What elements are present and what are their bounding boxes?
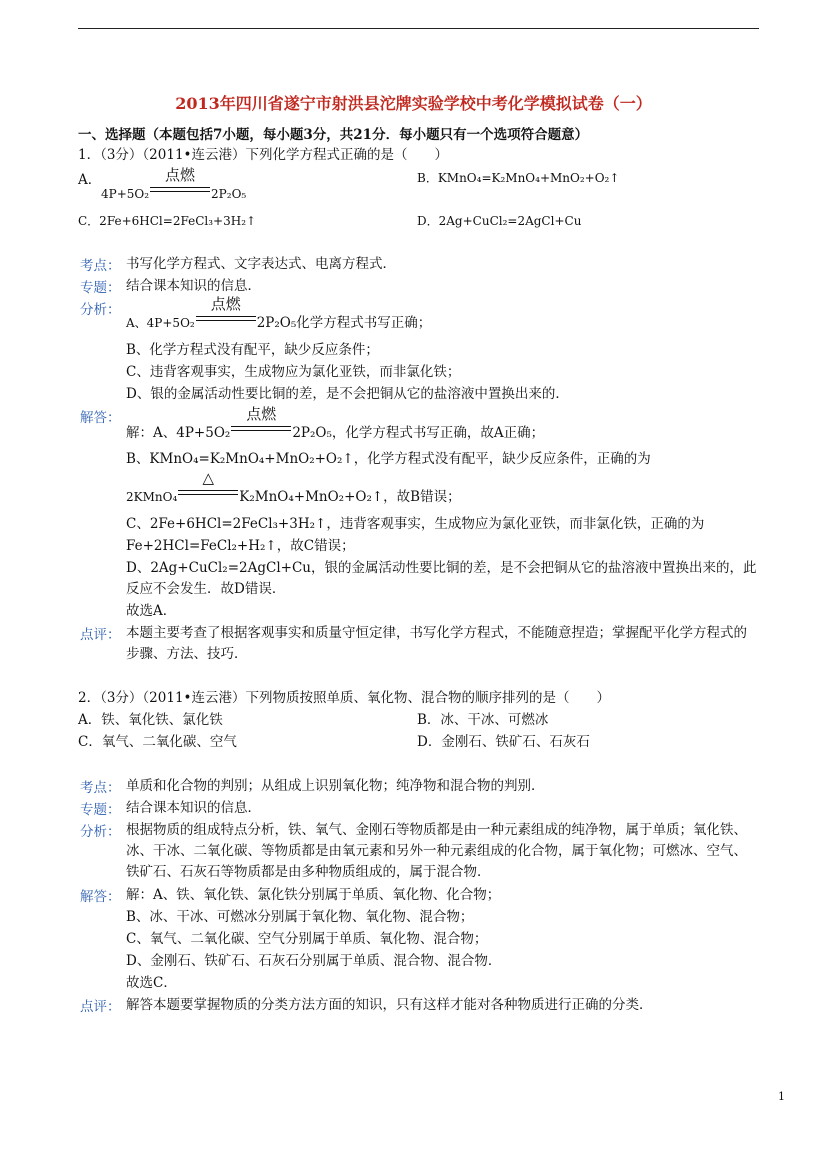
q1-jieda-b2-post: K₂MnO₄+MnO₂+O₂↑，故B错误； [239,489,461,505]
header-rule [78,28,759,29]
q2-jieda-a: 解：A、铁、氧化铁、氯化铁分别属于单质、氧化物、化合物； [126,887,501,903]
q1-jieda-a-post: 2P₂O₅，化学方程式书写正确，故A正确； [292,425,545,441]
q1-fenxi-d: D、银的金属活动性要比铜的差，是不会把铜从它的盐溶液中置换出来的． [126,386,569,402]
q2-fenxi: 根据物质的组成特点分析，铁、氧气、金刚石等物质都是由一种元素组成的纯净物，属于单质；氧化铁、冰、干冰、二氧化碳、等物质都是由氧元素和另外一种元素组成的化合物，属于氧化物；可燃冰、空气、铁矿石、石灰石等物质都是由多种物质组成的，属于混合物． [126,822,747,880]
q1-fenxi-b: B、化学方程式没有配平，缺少反应条件； [126,342,379,358]
q1-option-d: D．2Ag+CuCl₂=2AgCl+Cu [417,214,582,228]
burn-condition [150,166,210,198]
q1-jieda-b2 [126,469,461,507]
q1-option-c: C．2Fe+6HCl=2FeCl₃+3H₂↑ [78,214,257,228]
q1-stem: 1．（3分）（2011•连云港）下列化学方程式正确的是（ ） [78,147,448,163]
heat-condition [178,469,238,501]
burn-condition-label: 点燃 [246,405,277,423]
equals-sign [178,490,238,495]
q2-jieda-d: D、金刚石、铁矿石、石灰石分别属于单质、混合物、混合物． [126,953,502,969]
q2-dianping-label: 点评： [80,999,121,1015]
burn-condition-label: 点燃 [210,295,241,313]
q1-fenxi-c: C、违背客观事实，生成物应为氯化亚铁，而非氯化铁； [126,364,461,380]
q2-jieda-select: 故选C． [126,975,177,991]
q1-kaodian-label: 考点： [80,258,121,274]
q1-jieda-select: 故选A． [126,603,177,619]
q2-jieda-b: B、冰、干冰、可燃冰分别属于氧化物、氧化物、混合物； [126,909,474,925]
q1-option-a-equation [101,166,247,204]
q1-fenxi-a-post: 2P₂O₅化学方程式书写正确； [256,315,432,331]
burn-condition-label: 点燃 [165,166,196,184]
q1-option-a-right: 2P₂O₅ [211,187,247,201]
q2-option-b: B．冰、干冰、可燃冰 [417,712,549,728]
q2-option-d: D．金刚石、铁矿石、石灰石 [417,734,590,750]
q2-option-c: C．氧气、二氧化碳、空气 [78,734,237,750]
q1-fenxi-label: 分析： [80,302,121,318]
q1-option-b: B．KMnO₄=K₂MnO₄+MnO₂+O₂↑ [417,171,620,185]
q1-jieda-d: D、2Ag+CuCl₂=2AgCl+Cu，银的金属活动性要比铜的差，是不会把铜从它的盐溶液中置换出来的，此反应不会发生．故D错误． [126,560,757,597]
heat-condition-label: △ [202,469,215,487]
burn-condition [231,405,291,437]
equals-sign [196,316,256,321]
q2-jieda-c: C、氧气、二氧化碳、空气分别属于单质、氧化物、混合物； [126,931,488,947]
equals-sign [150,187,210,192]
page-title: 2013年四川省遂宁市射洪县沱牌实验学校中考化学模拟试卷（一） [175,94,652,113]
q2-option-a: A．铁、氧化铁、氯化铁 [78,712,223,728]
q1-jieda-label: 解答： [80,410,121,426]
q1-jieda-a-pre: 解：A、4P+5O₂ [126,425,231,441]
q1-fenxi-a-pre: A、4P+5O₂ [126,316,195,330]
q2-stem: 2．（3分）（2011•连云港）下列物质按照单质、氧化物、混合物的顺序排列的是（ ） [78,690,610,706]
q1-jieda-c1: C、2Fe+6HCl=2FeCl₃+3H₂↑，违背客观事实，生成物应为氯化亚铁，而非氯化铁，正确的为 [126,516,705,532]
q2-zhuanti: 结合课本知识的信息． [126,800,261,816]
q1-jieda-b2-pre: 2KMnO₄ [126,490,178,504]
equals-sign [231,426,291,431]
q2-kaodian: 单质和化合物的判别；从组成上识别氧化物；纯净物和混合物的判别． [126,778,545,794]
q1-zhuanti: 结合课本知识的信息． [126,278,261,294]
q2-kaodian-label: 考点： [80,780,121,796]
page-number: 1 [778,1090,785,1103]
q1-dianping: 本题主要考查了根据客观事实和质量守恒定律，书写化学方程式，不能随意捏造；掌握配平化学方程式的步骤、方法、技巧． [126,625,747,662]
q1-jieda-a [126,405,545,443]
q2-jieda-label: 解答： [80,889,121,905]
q1-dianping-label: 点评： [80,627,121,643]
q1-option-a-prefix: A． [78,172,102,188]
q2-fenxi-label: 分析： [80,824,121,840]
q2-dianping: 解答本题要掌握物质的分类方法方面的知识，只有这样才能对各种物质进行正确的分类． [126,997,653,1013]
q1-jieda-b1: B、KMnO₄=K₂MnO₄+MnO₂+O₂↑，化学方程式没有配平，缺少反应条件，正确的为 [126,451,651,467]
q1-kaodian: 书写化学方程式、文字表达式、电离方程式． [126,256,396,272]
q1-jieda-c2: Fe+2HCl=FeCl₂+H₂↑，故C错误； [126,538,355,554]
burn-condition [196,295,256,327]
section-header: 一、选择题（本题包括7小题，每小题3分，共21分．每小题只有一个选项符合题意） [78,127,589,143]
q1-option-a-left: 4P+5O₂ [101,187,150,201]
q1-zhuanti-label: 专题： [80,280,121,296]
q1-fenxi-a [126,295,432,333]
q2-zhuanti-label: 专题： [80,802,121,818]
